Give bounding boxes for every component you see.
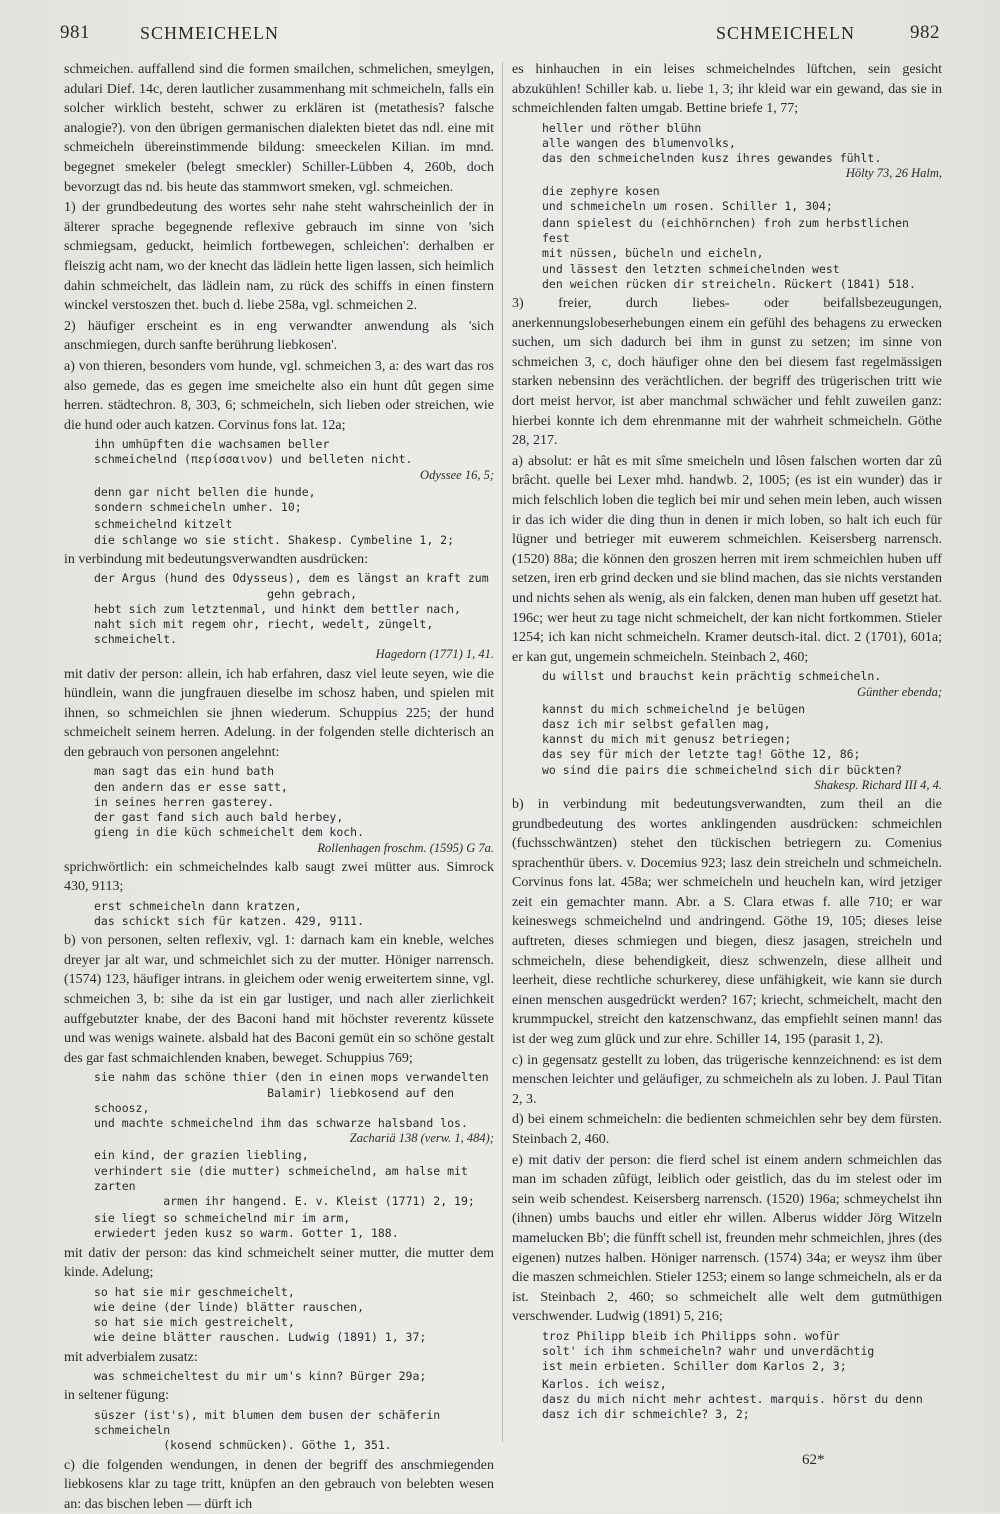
verse-quote: [542, 216, 942, 292]
quote-text: sie nahm das schöne thier (den in einen mops verwandelten Balamir) liebkosend auf den schoosz, und machte schmeichelnd ihm das schwarze halsband los.: [94, 1070, 489, 1131]
left-headword: SCHMEICHELN: [140, 23, 280, 43]
quote-text: schmeichelnd kitzelt die schlange wo sie sticht. Shakesp. Cymbeline 1, 2;: [94, 517, 455, 547]
right-page-number: 982: [910, 22, 940, 43]
signature-mark: 62*: [802, 1452, 825, 1468]
verse-quote: [542, 184, 942, 214]
verse-quote: [94, 1369, 494, 1384]
quote-text: denn gar nicht bellen die hunde, sondern schmeicheln umher. 10;: [94, 484, 316, 515]
quote-text: troz Philipp bleib ich Philipps sohn. wofür solt' ich ihm schmeicheln? wahr und unverdächtig ist mein erbieten. Schiller dom Karlos 2, 3;: [542, 1328, 875, 1374]
verse-quote: [542, 121, 942, 182]
quote-text: sie liegt so schmeichelnd mir im arm, erwiedert jeden kusz so warm. Gotter 1, 188.: [94, 1211, 399, 1241]
quote-text: so hat sie mir geschmeichelt, wie deine (der linde) blätter rauschen, so hat sie mich gestreichelt, wie deine blätter rauschen. Ludwig (1891) 1, 37;: [94, 1284, 427, 1345]
quote-text: Karlos. ich weisz, dasz du mich nicht mehr achtest. marquis. hörst du denn dasz ich dir schmeichle? 3, 2;: [542, 1376, 923, 1421]
quote-source: Odyssee 16, 5;: [420, 467, 494, 482]
verse-quote: [94, 485, 494, 515]
quote-text: kannst du mich schmeichelnd je belügen dasz ich mir selbst gefallen mag, kannst du mich mit genusz betriegen; das sey für mich der letzte tag! Göthe 12, 86; wo sind die pairs die schmeichelnd sich dir bückten?: [542, 701, 903, 777]
quote-text: süszer (ist's), mit blumen dem busen der schäferin schmeicheln (kosend schmücken). Göthe 1, 351.: [94, 1408, 441, 1453]
verse-quote: [542, 669, 942, 699]
quote-source: Hölty 73, 26 Halm,: [845, 166, 942, 181]
verse-quote: [94, 1211, 494, 1241]
verse-quote: [94, 1285, 494, 1346]
right-column: [512, 60, 942, 1480]
paragraph: a) absolut: er hât es mit sîme smeicheln und lôsen falschen worten dar zû brâcht. quelle bei Lexer mhd. handwb. 2, 1005; (es ist ein wunder) das ir mich felschlich loben die teglich bei mir und sehen mein leben, auch wissen ir das ich wider die ding thun in denen ir mich loben, so halt ich euch für lügner und betrieger mit euwerem schmeichlen. Keisersberg narrensch. (1520) 88a; die können den groszen herren mit irem schmeichlen huben uff setzen, iren erb grind decken und sie blind machen, das sie nichts verstanden und nichts sehen als wenig, als ein falcken, denen man huben uff gesetzt hat. 196c; wer heut zu tage nicht schmeichelt, der kan nicht fortkommen. Stieler 1254; ich kan nicht schmeicheln. Kramer deutsch-ital. dict. 2 (1701), 601a; er kan gut, ungemein schmeicheln. Steinbach 2, 460;: [512, 453, 942, 665]
verse-quote: [94, 899, 494, 929]
quote-text: ein kind, der grazien liebling, verhindert sie (die mutter) schmeichelnd, am halse mit zarten armen ihr hangend. E. v. Kleist (1771) 2, 19;: [94, 1148, 475, 1209]
verse-quote: [94, 1408, 494, 1454]
left-page-number: 981: [60, 22, 90, 43]
paragraph: b) in verbindung mit bedeutungsverwandten, zum theil an die grundbedeutung des wortes anklingenden ausdrücken: schmeichlen (fuchsschwäntzen) stehet den tückischen betriegern zu. Comenius sprachenthür übers. v. Docemius 923; lasz dein streicheln und schmeicheln. Corvinus fons lat. 458a; wer schmeicheln und heucheln kan, wird jetziger zeit ein gemachter mann. Abr. a S. Clara etwas f. alle 710; er war keineswegs schmeichelnd und andringend. Göthe 19, 105; dieses leise auftreten, dieses schmiegen und biegen, diesz jasagen, streicheln und schmeicheln, diese behendigkeit, diesz schwenzeln, diese allheit und leerheit, diese rechtliche schurkerey, diese unfähigkeit, wie kann sie durch einen menschen ausgedrückt werden? 167; kriecht, schmeichelt, macht den krummpuckel, streicht den katzenschwanz, das empfiehlt seinen mann! das ist der weg zum glück und zur ehre. Schiller 14, 195 (parasit 1, 2).: [512, 796, 942, 1048]
quote-text: du willst und brauchst kein prächtig schmeicheln.: [542, 669, 882, 684]
paragraph: in verbindung mit bedeutungsverwandten ausdrücken:: [64, 551, 369, 567]
verse-quote: [94, 1148, 494, 1209]
quote-text: der Argus (hund des Odysseus), dem es längst an kraft zum gehn gebrach, hebt sich zum letztenmal, und hinkt dem bettler nach, naht sich mit regem ohr, riecht, wedelt, züngelt, schmeichelt.: [94, 571, 489, 647]
verse-quote: [94, 764, 494, 855]
quote-text: dann spielest du (eichhörnchen) froh zum herbstlichen fest mit nüssen, bücheln und eicheln, und lässest den letzten schmeichelnden west den weichen rücken dir streicheln. Rückert (1841) 518.: [542, 216, 916, 291]
quote-source: Günther ebenda;: [856, 684, 942, 699]
paragraph: schmeichen. auffallend sind die formen smailchen, schmelichen, smeylgen, adulari Dief. 14c, deren lautlicher zusammenhang mit schmeicheln, falls ein solcher wirklich besteht, schwer zu erklären ist (metathesis? falsche analogie?). von den übrigen germanischen dialekten bietet das ndl. eine mit schmeicheln übereinstimmende bildung: smeeckelen Kilian. im mnd. begegnet smekeler (belegt smeckler) Schiller-Lübben 4, 260b, doch bevorzugt das nd. bis heute das stammwort smeken, vgl. schmeichen.: [64, 62, 494, 195]
paragraph: e) mit dativ der person: die fierd schel ist einem andern schmeichlen das man im schaden zûfügt, leiblich oder geistlich, das du im stelest oder im sein weib schendest. Keisersberg narrensch. (1520) 196a; schmeychelst ihn (ihnen) umbs bauchs und eitler ehr willen. Alberus widder Jörg Witzeln mamelucken Bb'; die fünfft schell ist, freunden mehr schmeichlen, jhres (des eigenen) nutzes halben. Höniger narrensch. (1574) 34a; er weysz ihm über die maszen schmeichlen. Stieler 1253; einem so lange schmeicheln, als er da ist. Steinbach 2, 460; so schmeichelt alle welt dem gutmüthigen verschwender. Ludwig (1891) 5, 216;: [512, 1152, 942, 1325]
quote-source: Hagedorn (1771) 1, 41.: [375, 647, 494, 662]
quote-text: heller und röther blühn alle wangen des blumenvolks, das den schmeichelnden kusz ihres gewandes fühlt.: [542, 120, 882, 166]
verse-quote: [94, 517, 494, 547]
paragraph: a) von thieren, besonders vom hunde, vgl. schmeichen 3, a: des wart das ros also gemede, das es gegen ime smeichelte also ein hunt dût gegen sime herren. städtechron. 8, 303, 6; schmeicheln, sich lieben oder streichen, wie die hund oder auch katzen. Corvinus fons lat. 12a;: [64, 358, 494, 433]
quote-text: man sagt das ein hund bath den andern das er esse satt, in seines herren gasterey. der gast fand sich auch bald herbey, gieng in die küch schmeichelt dem koch.: [94, 764, 365, 840]
paragraph: c) die folgenden wendungen, in denen der begriff des anschmiegenden liebkosens klar zu tage tritt, knüpfen an den gebrauch von belebten wesen an: das bischen leben — dürft ich: [64, 1457, 494, 1512]
quote-text: was schmeicheltest du mir um's kinn? Bürger 29a;: [94, 1369, 427, 1384]
quote-text: erst schmeicheln dann kratzen, das schickt sich für katzen. 429, 9111.: [94, 898, 365, 929]
verse-quote: [94, 1070, 494, 1146]
paragraph: mit dativ der person: das kind schmeichelt seiner mutter, die mutter dem kinde. Adelung;: [64, 1245, 494, 1281]
page-header: [60, 22, 940, 52]
quote-source: Zachariä 138 (verw. 1, 484);: [349, 1131, 494, 1146]
verse-quote: [542, 1377, 942, 1423]
paragraph: 1) der grundbedeutung des wortes sehr nahe steht wahrscheinlich der in älterer sprache begegnende reflexive gebrauch im sinne von 'sich schmiegsam, geduckt, heimlich fortbewegen, schleichen': derhalben er fleiszig acht nam, wo der knecht das lädlein hette ligen lassen, sich heimlich dahin schmeichelt, das lädlein nam, zu rück des schiffs in einen finstern winckel verstoszen thet. buch d. liebe 258a, vgl. schmeichen 2.: [64, 200, 494, 314]
column-divider: [502, 62, 503, 1442]
paragraph: c) in gegensatz gestellt zu loben, das trügerische kennzeichnend: es ist dem menschen leichter und geläufiger, zu schmeicheln als zu loben. J. Paul Titan 2, 3.: [512, 1052, 942, 1107]
paragraph: es hinhauchen in ein leises schmeichelndes lüftchen, sein gesicht abzukühlen! Schiller kab. u. liebe 1, 3; ihr kleid war ein gewand, das sie in schmeichlenden falten umgab. Bettine briefe 1, 77;: [512, 62, 942, 117]
verse-quote: [94, 571, 494, 662]
verse-quote: [542, 1329, 942, 1375]
verse-quote: [542, 702, 942, 793]
right-headword: SCHMEICHELN: [715, 23, 855, 43]
paragraph: 3) freier, durch liebes- oder beifallsbezeugungen, anerkennungslobeserhebungen einem ein gefühl des behagens zu erwecken suchen, um sich dadurch bei ihm in gunst zu setzen; im sinne von schmeichen 3, c, doch häufiger ohne den bei diesem fast regelmässigen starken nebensinn des verächtlichen. der begriff des trügerischen tritt wie dort meist hervor, ist aber manchmal schwächer und fehlt zuweilen ganz: hierbei konnte ich dem ehrenmanne mit der wahrheit schmeicheln. Göthe 28, 217.: [512, 296, 942, 449]
left-column: [64, 60, 494, 1512]
paragraph: b) von personen, selten reflexiv, vgl. 1: darnach kam ein kneble, welches dreyer jar alt war, und schmeichlet sich zu der mutter. Höniger narrensch. (1574) 123, häufiger intrans. in gleichem oder wenig erweitertem sinne, vgl. schmeichen 3, b: sihe da ist ein gar lustiger, und nach aller zierlichkeit auffgebutzter knabe, der des Baconi hand mit höchster reverentz küssete und was wenigs wainete. alsbald hat des Baconi gemüt ein so schöne gestalt des gar fast schmaichlenden knaben, beweget. Schuppius 769;: [64, 933, 494, 1066]
paragraph: d) bei einem schmeicheln: die bedienten schmeichlen sehr bey dem fürsten. Steinbach 2, 460.: [512, 1112, 942, 1148]
paragraph: sprichwörtlich: ein schmeichelndes kalb saugt zwei mütter aus. Simrock 430, 9113;: [64, 859, 494, 895]
quote-source: Rollenhagen froschm. (1595) G 7a.: [317, 840, 494, 855]
paragraph: mit adverbialem zusatz:: [64, 1349, 198, 1365]
paragraph: mit dativ der person: allein, ich hab erfahren, dasz viel leute seyen, wie die hündlein, wann die jungfrauen dieselbe im schosz haben, und spielen mit ihnen, so schmeichlen sie jhnen wiederum. Schuppius 225; der hund schmeichelt seinem herren. Adelung. in der folgenden stelle dichterisch an den gebrauch von personen angelehnt:: [64, 666, 494, 760]
quote-text: ihn umhüpften die wachsamen beller schmeichelnd (περίσσαινον) und belleten nicht.: [94, 437, 413, 467]
paragraph: 2) häufiger erscheint es in eng verwandter anwendung als 'sich anschmiegen, durch sanfte berührung liebkosen'.: [64, 318, 494, 354]
verse-quote: [94, 437, 494, 483]
quote-text: die zephyre kosen und schmeicheln um rosen. Schiller 1, 304;: [542, 183, 833, 213]
quote-source: Shakesp. Richard III 4, 4.: [814, 777, 942, 792]
paragraph: in seltener fügung:: [64, 1388, 169, 1404]
